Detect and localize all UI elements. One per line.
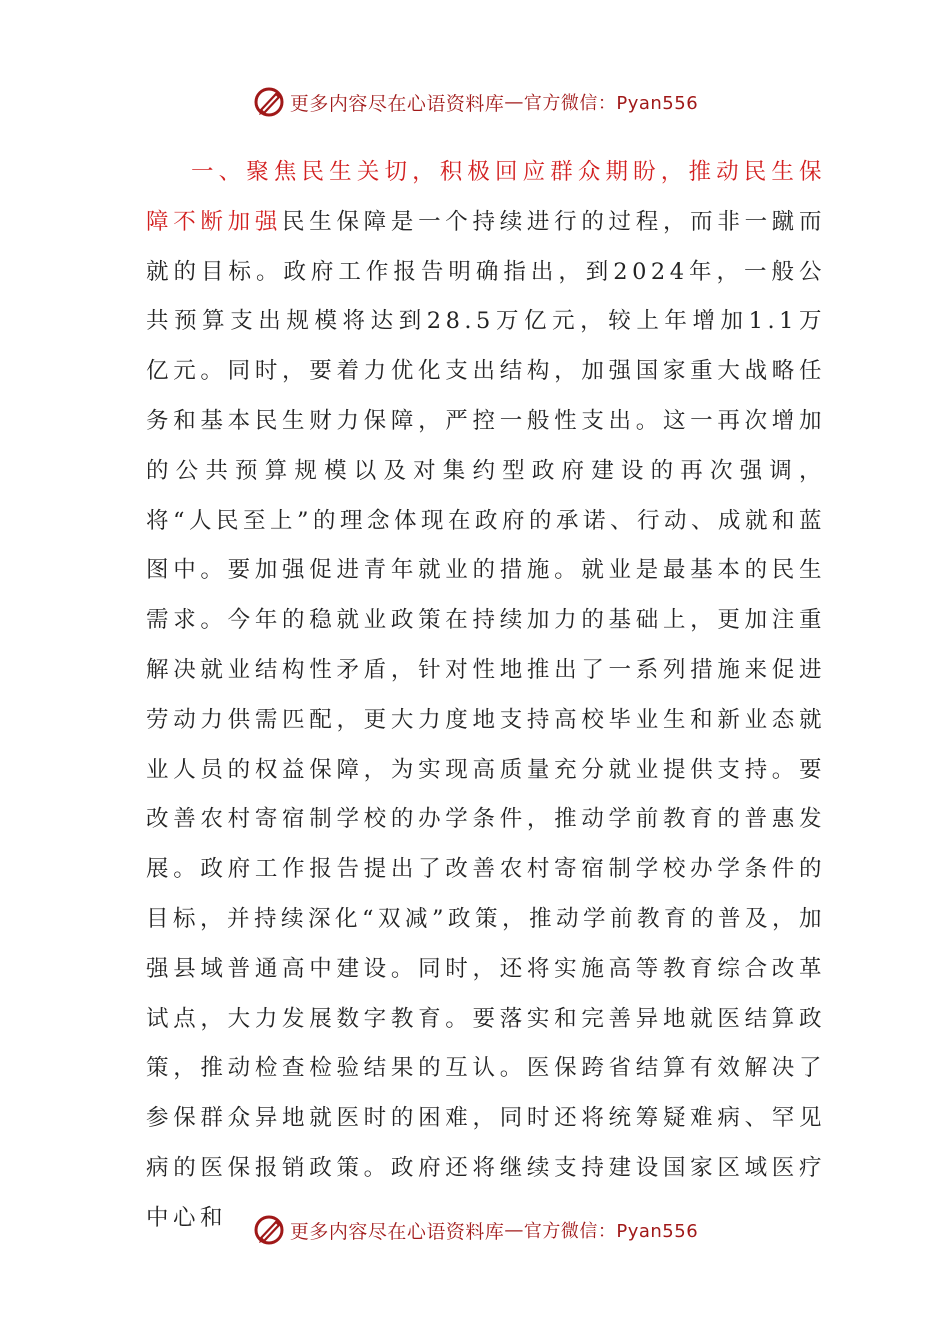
banner-main-text: 更多内容尽在心语资料库 — [289, 1220, 505, 1243]
pen-logo-icon — [252, 1213, 286, 1247]
header-banner — [0, 82, 950, 122]
article-paragraph — [146, 148, 826, 1244]
footer-banner — [0, 1210, 950, 1250]
banner-wechat-text: 官方微信：Pyan556 — [523, 1221, 699, 1242]
banner-wechat-text: 官方微信：Pyan556 — [523, 93, 699, 114]
banner-dash: — — [504, 91, 524, 113]
pen-logo-icon — [252, 85, 286, 119]
section-heading: 一、聚焦民生关切，积极回应群众期盼，推动民生保障不断加强 — [146, 159, 826, 235]
article-body: 民生保障是一个持续进行的过程，而非一蹴而就的目标。政府工作报告明确指出，到2024年，一般公共预算支出规模将达到28.5万亿元，较上年增加1.1万亿元。同时，要着力优化支出结构，加强国家重大战略任务和基本民生财力保障，严控一般性支出。这一再次增加的公共预算规模以及对集约型政府建设的再次强调，将“人民至上”的理念体现在政府的承诺、行动、成就和蓝图中。要加强促进青年就业的措施。就业是最基本的民生需求。今年的稳就业政策在持续加力的基础上，更加注重解决就业结构性矛盾，针对性地推出了一系列措施来促进劳动力供需匹配，更大力度地支持高校毕业生和新业态就业人员的权益保障，为实现高质量充分就业提供支持。要改善农村寄宿制学校的办学条件，推动学前教育的普惠发展。政府工作报告提出了改善农村寄宿制学校办学条件的目标，并持续深化“双减”政策，推动学前教育的普及，加强县域普通高中建设。同时，还将实施高等教育综合改革试点，大力发展数字教育。要落实和完善异地就医结算政策，推动检查检验结果的互认。医保跨省结算有效解决了参保群众异地就医时的困难，同时还将统筹疑难病、罕见病的医保报销政策。政府还将继续支持建设国家区域医疗中心和 — [146, 208, 827, 1231]
banner-main-text: 更多内容尽在心语资料库 — [289, 92, 505, 115]
banner-dash: — — [504, 1219, 524, 1241]
